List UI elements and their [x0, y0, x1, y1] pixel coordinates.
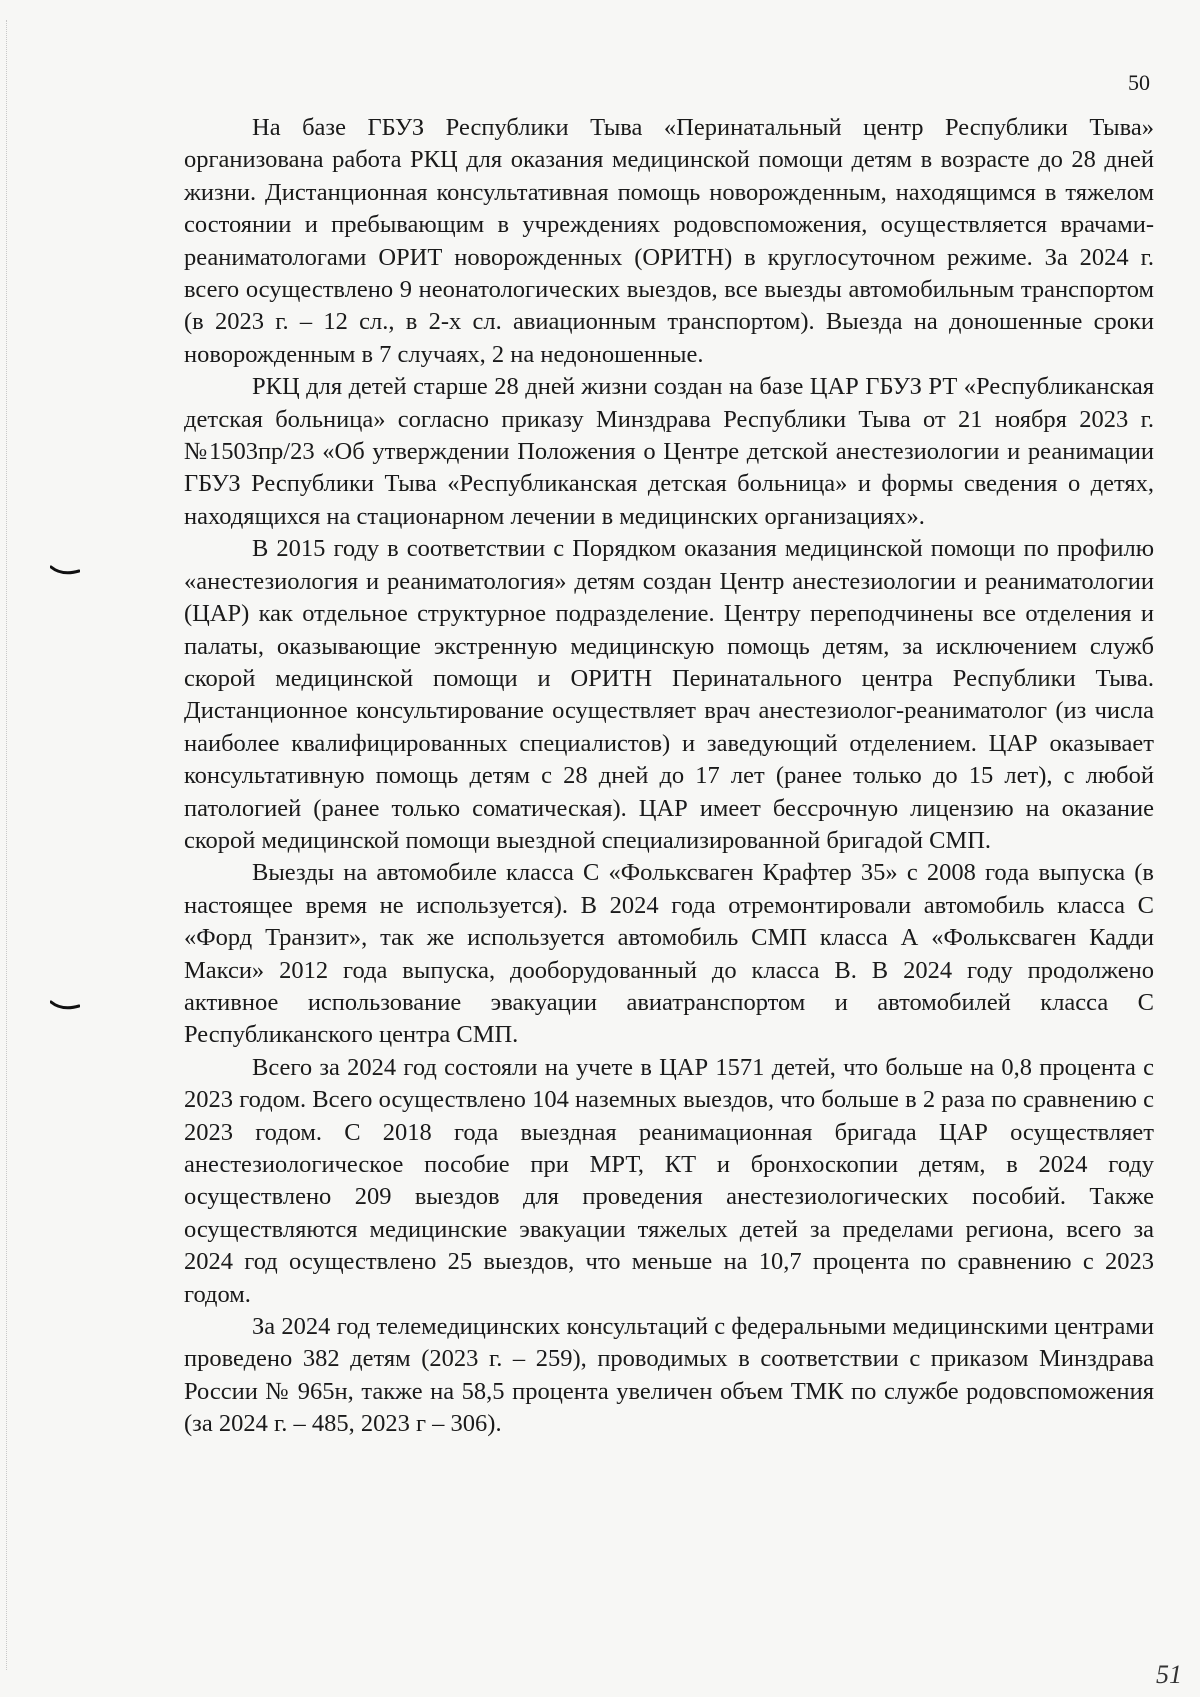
paragraph-telemedicine: За 2024 год телемедицинских консультаций с федеральными медицинскими центрами проведено 382 детям (2023 г. – 259), проводимых в соответствии с приказом Минздрава России № 965н, также на 58,5 процента увеличен объем ТМК по службе родовспоможения (за 2024 г. – 485, 2023 г – 306).: [184, 1313, 1154, 1438]
handwritten-page-mark: 51: [1156, 1660, 1182, 1689]
paragraph-rkc-children: РКЦ для детей старше 28 дней жизни создан на базе ЦАР ГБУЗ РТ «Республиканская детская больница» согласно приказу Минздрава Республики Тыва от 21 ноября 2023 г. №1503пр/23 «Об утверждении Положения о Центре детской анестезиологии и реанимации ГБУЗ Республики Тыва «Республиканская детская больница» и формы сведения о детях, находящихся на стационарном лечении в медицинских организациях».: [184, 373, 1154, 530]
paragraph-statistics: Всего за 2024 год состояли на учете в ЦАР 1571 детей, что больше на 0,8 процента с 2023 годом. Всего осуществлено 104 наземных выездов, что больше в 2 раза по сравнению с 2023 годом. С 2018 года выездная реанимационная бригада ЦАР осуществляет анестезиологическое пособие при МРТ, КТ и бронхоскопии детям, в 2024 году осуществлено 209 выездов для проведения анестезиологических пособий. Также осуществляются медицинские эвакуации тяжелых детей за пределами региона, всего за 2024 год осуществлено 25 выездов, что меньше на 10,7 процента по сравнению с 2023 годом.: [184, 1053, 1154, 1308]
scan-edge-line: [6, 20, 9, 1670]
margin-check-mark: [50, 565, 80, 577]
paragraph-car-center: В 2015 году в соответствии с Порядком оказания медицинской помощи по профилю «анестезиология и реаниматология» детям создан Центр анестезиологии и реаниматологии (ЦАР) как отдельное структурное подразделение. Центру переподчинены все отделения и палаты, оказывающие экстренную медицинскую помощь детям, за исключением служб скорой медицинской помощи и ОРИТН Перинатального центра Республики Тыва. Дистанционное консультирование осуществляет врач анестезиолог-реаниматолог (из числа наиболее квалифицированных специалистов) и заведующий отделением. ЦАР оказывает консультативную помощь детям с 28 дней до 17 лет (ранее только до 15 лет), с любой патологией (ранее только соматическая). ЦАР имеет бессрочную лицензию на оказание скорой медицинской помощи выездной специализированной бригадой СМП.: [184, 535, 1154, 854]
paragraph-vehicles: Выезды на автомобиле класса С «Фольксваген Крафтер 35» с 2008 года выпуска (в настоящее время не используется). В 2024 года отремонтировали автомобиль класса С «Форд Транзит», так же используется автомобиль СМП класса А «Фольксваген Кадди Макси» 2012 года выпуска, дооборудованный до класса В. В 2024 году продолжено активное использование эвакуации авиатранспортом и автомобилей класса С Республиканского центра СМП.: [184, 859, 1154, 1049]
paragraph-perinatal-center: На базе ГБУЗ Республики Тыва «Перинатальный центр Республики Тыва» организована работа РКЦ для оказания медицинской помощи детям в возрасте до 28 дней жизни. Дистанционная консультативная помощь новорожденным, находящимся в тяжелом состоянии и пребывающим в учреждениях родовспоможения, осуществляется врачами-реаниматологами ОРИТ новорожденных (ОРИТН) в круглосуточном режиме. За 2024 г. всего осуществлено 9 неонатологических выездов, все выезды автомобильным транспортом (в 2023 г. – 12 сл., в 2-х сл. авиационным транспортом). Выезда на доношенные сроки новорожденным в 7 случаях, 2 на недоношенные.: [184, 114, 1154, 368]
page-number: 50: [1128, 70, 1150, 95]
document-body: [184, 112, 1154, 1441]
margin-check-mark: [50, 1000, 80, 1012]
